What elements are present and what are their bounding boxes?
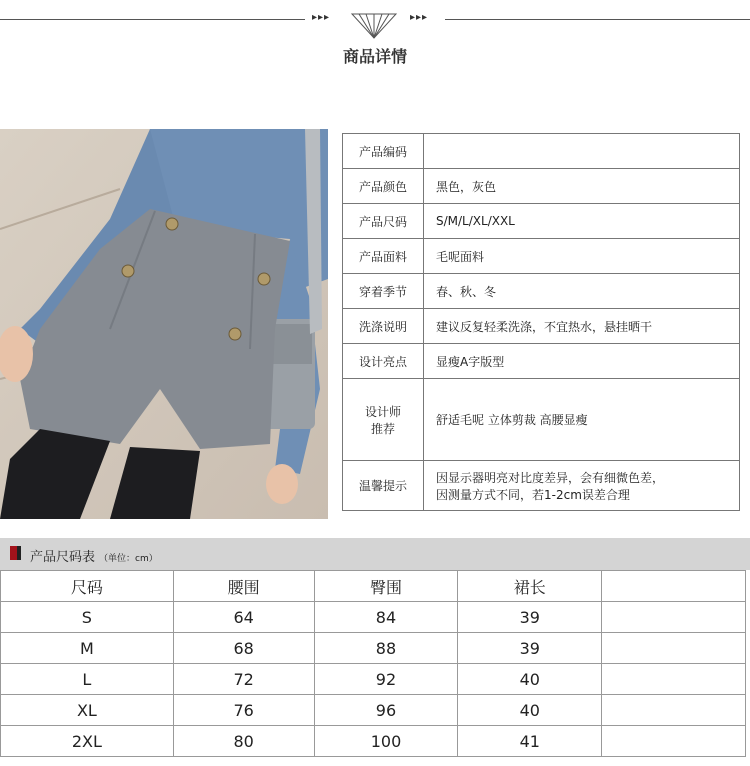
spec-value: 舒适毛呢 立体剪裁 高腰显瘦 [424, 379, 740, 461]
section-header [0, 0, 750, 80]
size-table-header-bar [0, 538, 750, 570]
spec-value: S/M/L/XL/XXL [424, 204, 740, 239]
table-cell: XL [1, 695, 174, 726]
table-cell [602, 633, 746, 664]
size-col-header [602, 571, 746, 602]
table-row [1, 602, 746, 633]
spec-label-line: 推荐 [370, 421, 395, 436]
size-col-header: 尺码 [1, 571, 174, 602]
size-col-header: 腰围 [173, 571, 314, 602]
table-cell: 100 [314, 726, 458, 757]
table-cell: 72 [173, 664, 314, 695]
product-photo-image [0, 129, 328, 519]
table-cell [602, 695, 746, 726]
size-table-title [30, 546, 158, 565]
spec-row [343, 239, 740, 274]
table-cell: 92 [314, 664, 458, 695]
spec-row [343, 134, 740, 169]
table-row [1, 695, 746, 726]
spec-value: 黑色，灰色 [424, 169, 740, 204]
table-cell: 2XL [1, 726, 174, 757]
spec-value: 毛呢面料 [424, 239, 740, 274]
spec-row [343, 274, 740, 309]
table-cell: 68 [173, 633, 314, 664]
spec-value-line: 因显示器明亮对比度差异，会有细微色差， [436, 470, 665, 485]
spec-label: 温馨提示 [343, 461, 424, 511]
spec-label-line: 设计师 [364, 404, 401, 419]
size-table-unit: （单位：cm） [99, 554, 158, 564]
table-cell [602, 664, 746, 695]
product-photo [0, 129, 328, 519]
table-cell: 40 [458, 664, 602, 695]
spec-row [343, 169, 740, 204]
table-row [1, 633, 746, 664]
table-cell: 39 [458, 633, 602, 664]
spec-label [343, 379, 424, 461]
spec-label: 设计亮点 [343, 344, 424, 379]
spec-value-line: 因测量方式不同，若1-2cm误差合理 [436, 487, 630, 502]
table-cell: S [1, 602, 174, 633]
spec-label: 穿着季节 [343, 274, 424, 309]
table-cell: 76 [173, 695, 314, 726]
table-cell: 88 [314, 633, 458, 664]
spec-label: 洗涤说明 [343, 309, 424, 344]
page-title: 商品详情 [342, 47, 407, 66]
spec-value: 显瘦A字版型 [424, 344, 740, 379]
size-table-title-text: 产品尺码表 [30, 550, 96, 565]
spec-row [343, 344, 740, 379]
spec-value [424, 461, 740, 511]
spec-row [343, 461, 740, 511]
arrows-left-icon: ▸▸▸ [312, 12, 331, 23]
diamond-icon [349, 10, 399, 40]
table-cell: 80 [173, 726, 314, 757]
table-cell [602, 602, 746, 633]
table-cell: 39 [458, 602, 602, 633]
spec-value: 建议反复轻柔洗涤，不宜热水，悬挂晒干 [424, 309, 740, 344]
spec-value [424, 134, 740, 169]
table-row [1, 726, 746, 757]
section-marker-black [17, 546, 21, 560]
table-cell: 40 [458, 695, 602, 726]
table-cell: L [1, 664, 174, 695]
arrows-right-icon: ▸▸▸ [410, 12, 429, 23]
spec-label: 产品尺码 [343, 204, 424, 239]
size-col-header: 裙长 [458, 571, 602, 602]
spec-label: 产品颜色 [343, 169, 424, 204]
spec-row [343, 379, 740, 461]
table-cell: 41 [458, 726, 602, 757]
table-cell: 64 [173, 602, 314, 633]
spec-row [343, 204, 740, 239]
spec-value: 春、秋、冬 [424, 274, 740, 309]
spec-table [342, 133, 740, 511]
size-col-header: 臀围 [314, 571, 458, 602]
header-rule-right [445, 19, 750, 20]
spec-label: 产品编码 [343, 134, 424, 169]
table-cell [602, 726, 746, 757]
spec-row [343, 309, 740, 344]
section-marker-red [10, 546, 17, 560]
table-cell: M [1, 633, 174, 664]
table-cell: 96 [314, 695, 458, 726]
size-table [0, 570, 746, 757]
header-rule-left [0, 19, 305, 20]
size-table-header-row [1, 571, 746, 602]
spec-label: 产品面料 [343, 239, 424, 274]
table-cell: 84 [314, 602, 458, 633]
table-row [1, 664, 746, 695]
